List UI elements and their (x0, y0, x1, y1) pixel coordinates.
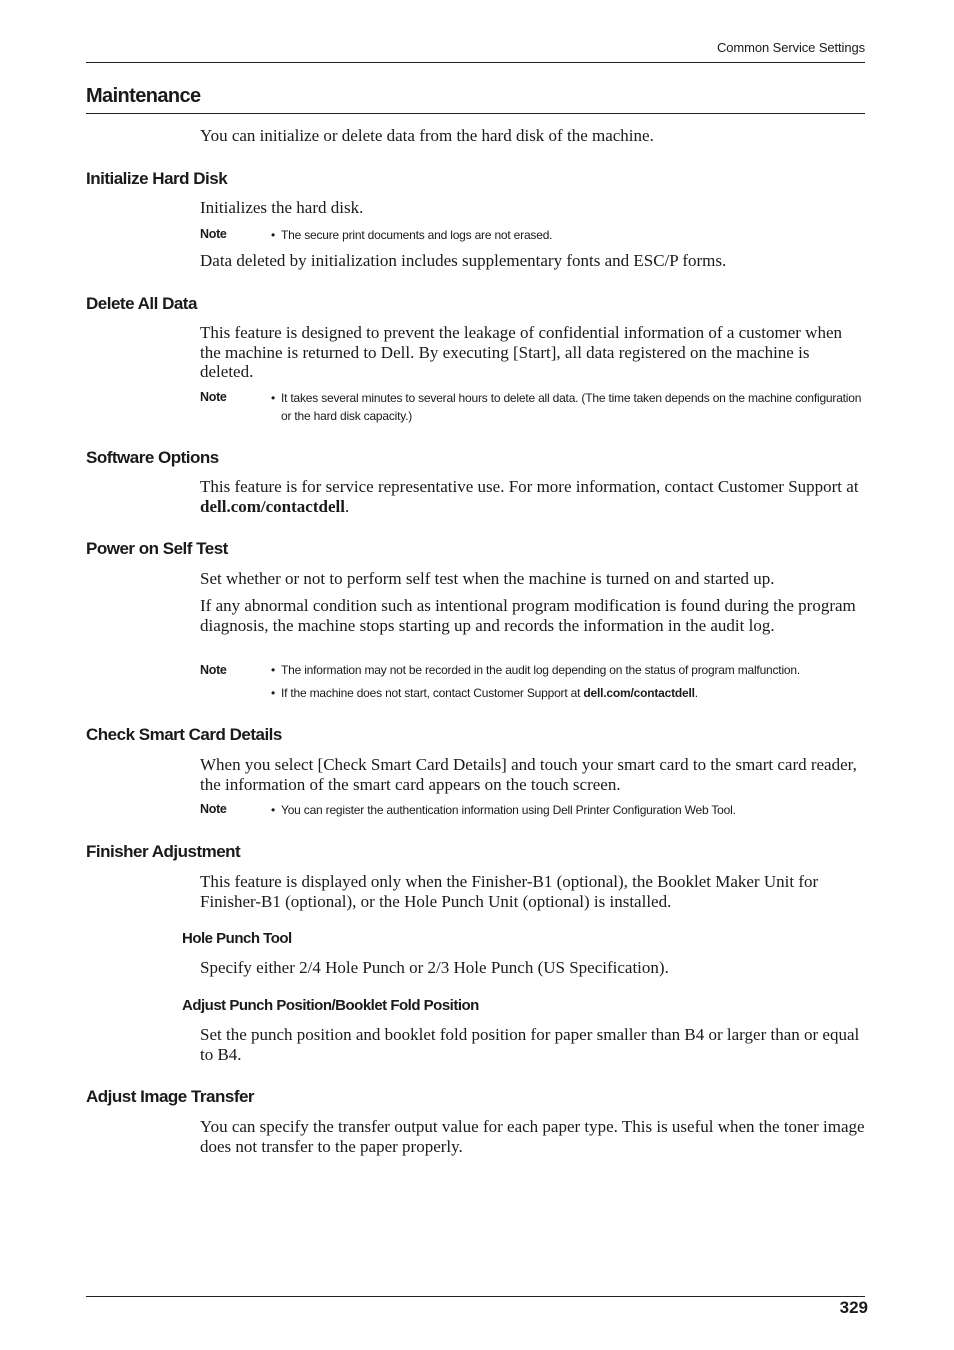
heading-hole-punch-tool: Hole Punch Tool (182, 930, 292, 947)
heading-initialize-hard-disk: Initialize Hard Disk (86, 169, 228, 188)
running-header: Common Service Settings (717, 40, 865, 55)
heading-software-options: Software Options (86, 448, 219, 467)
note-item (271, 684, 871, 702)
heading-finisher-adjustment: Finisher Adjustment (86, 842, 241, 861)
bullet-icon: • (271, 391, 276, 405)
section-title: Maintenance (86, 85, 201, 107)
note-item (271, 801, 871, 819)
software-options-para-1 (200, 477, 865, 516)
support-link[interactable]: dell.com/contactdell (200, 496, 345, 516)
para-text: This feature is for service representative use. For more information, contact Customer Support at (200, 477, 859, 496)
initialize-hard-disk-para-2: Data deleted by initialization includes supplementary fonts and ESC/P forms. (200, 251, 727, 270)
note-item (271, 226, 871, 244)
section-intro: You can initialize or delete data from the hard disk of the machine. (200, 126, 654, 145)
hole-punch-tool-para-1: Specify either 2/4 Hole Punch or 2/3 Hole Punch (US Specification). (200, 958, 669, 977)
power-on-self-test-para-2: If any abnormal condition such as intentional program modification is found during the program diagnosis, the machine stops starting up and records the information in the audit log. (200, 596, 856, 635)
bullet-icon: • (271, 228, 276, 242)
note-text: The secure print documents and logs are not erased. (281, 228, 553, 242)
note-label: Note (200, 227, 227, 241)
note-item (271, 661, 871, 679)
bullet-icon: • (271, 663, 276, 677)
note-label: Note (200, 390, 227, 404)
bullet-icon: • (271, 686, 276, 700)
note-text: . (694, 686, 698, 700)
support-link[interactable]: dell.com/contactdell (583, 686, 695, 700)
page-number: 329 (839, 1298, 868, 1317)
note-text: It takes several minutes to several hours to delete all data. (The time taken depends on the machine configuration or the hard disk capacity.) (281, 391, 862, 423)
adjust-punch-position-para-1: Set the punch position and booklet fold position for paper smaller than B4 or larger than or equal to B4. (200, 1025, 860, 1064)
note-label: Note (200, 663, 227, 677)
power-on-self-test-para-1: Set whether or not to perform self test when the machine is turned on and started up. (200, 569, 775, 588)
heading-adjust-image-transfer: Adjust Image Transfer (86, 1087, 255, 1106)
bullet-icon: • (271, 803, 276, 817)
delete-all-data-para-1: This feature is designed to prevent the leakage of confidential information of a customer when the machine is returned to Dell. By executing [Start], all data registered on the machine is deleted. (200, 323, 842, 381)
note-text: If the machine does not start, contact Customer Support at (281, 686, 584, 700)
note-item (271, 389, 871, 425)
heading-adjust-punch-position: Adjust Punch Position/Booklet Fold Position (182, 997, 479, 1014)
note-text: You can register the authentication information using Dell Printer Configuration Web Tool. (281, 803, 736, 817)
heading-check-smart-card-details: Check Smart Card Details (86, 725, 282, 744)
footer-rule (86, 1296, 865, 1297)
heading-power-on-self-test: Power on Self Test (86, 539, 228, 558)
finisher-adjustment-para-1: This feature is displayed only when the Finisher-B1 (optional), the Booklet Maker Unit for Finisher-B1 (optional), or the Hole Punch Unit (optional) is installed. (200, 872, 819, 911)
check-smart-card-para-1: When you select [Check Smart Card Details] and touch your smart card to the smart card reader, the information of the smart card appears on the touch screen. (200, 755, 857, 794)
note-text: The information may not be recorded in the audit log depending on the status of program malfunction. (281, 663, 800, 677)
heading-delete-all-data: Delete All Data (86, 294, 197, 313)
initialize-hard-disk-para-1: Initializes the hard disk. (200, 198, 364, 217)
para-text: . (344, 496, 350, 516)
header-rule (86, 62, 865, 63)
section-rule (86, 113, 865, 114)
note-label: Note (200, 802, 227, 816)
adjust-image-transfer-para-1: You can specify the transfer output value for each paper type. This is useful when the toner image does not transfer to the paper properly. (200, 1117, 865, 1156)
